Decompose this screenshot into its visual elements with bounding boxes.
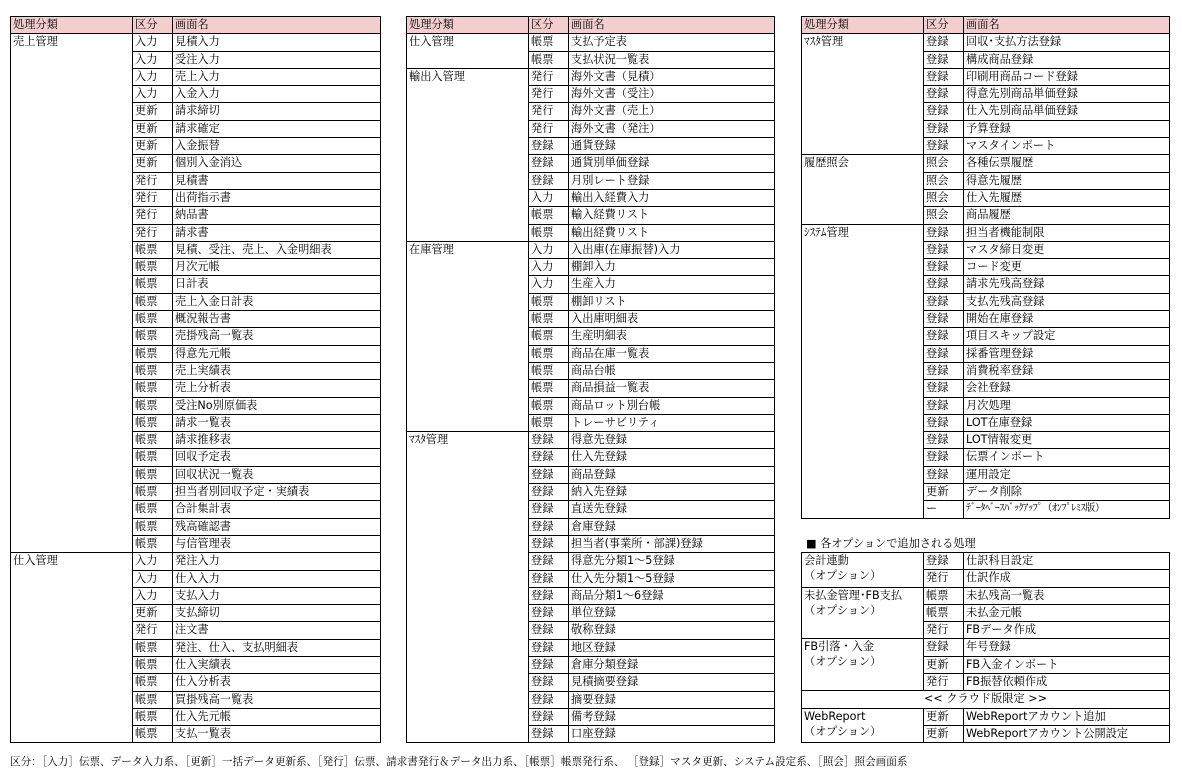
kind-cell: 登録	[924, 86, 964, 103]
screen-cell: 見積摘要登録	[569, 674, 775, 691]
screen-cell: 買掛残高一覧表	[173, 691, 381, 708]
function-table-1	[10, 16, 381, 743]
kind-cell: 入力	[133, 34, 173, 51]
kind-cell: 登録	[924, 449, 964, 466]
category-cell: 輸出入管理	[407, 68, 529, 241]
kind-cell: ー	[924, 501, 964, 518]
kind-cell: 帳票	[529, 293, 569, 310]
category-line: （オプション）	[804, 569, 882, 582]
table-row	[802, 34, 1170, 51]
screen-cell: 売上分析表	[173, 380, 381, 397]
screen-cell: ﾃﾞｰﾀﾍﾞｰｽﾊﾞｯｸｱｯﾌﾟ（ｵﾝﾌﾟﾚﾐｽ版）	[964, 501, 1170, 518]
screen-cell: 請求書	[173, 224, 381, 241]
kind-cell: 発行	[924, 674, 964, 691]
screen-cell: 運用設定	[964, 466, 1170, 483]
screen-cell: 商品分類1～6登録	[569, 587, 775, 604]
kind-cell: 登録	[924, 120, 964, 137]
kind-cell: 発行	[924, 622, 964, 639]
screen-cell: 与信管理表	[173, 535, 381, 552]
kind-cell: 更新	[924, 656, 964, 673]
screen-cell: LOT情報変更	[964, 432, 1170, 449]
screen-cell: 出荷指示書	[173, 189, 381, 206]
screen-cell: 月次処理	[964, 397, 1170, 414]
kind-cell: 発行	[133, 189, 173, 206]
kind-cell: 登録	[924, 345, 964, 362]
screen-cell: 海外文書（受注）	[569, 86, 775, 103]
kind-cell: 更新	[133, 103, 173, 120]
screen-cell: 輸入経費リスト	[569, 207, 775, 224]
table-row	[802, 553, 1170, 570]
kind-cell: 帳票	[529, 311, 569, 328]
screen-cell: 構成商品登録	[964, 51, 1170, 68]
kind-cell: 登録	[529, 708, 569, 725]
screen-cell: 仕入先履歴	[964, 189, 1170, 206]
kind-cell: 発行	[133, 622, 173, 639]
kind-cell: 登録	[924, 34, 964, 51]
screen-cell: 年号登録	[964, 639, 1170, 656]
kind-cell: 更新	[924, 725, 964, 742]
kind-cell: 登録	[529, 501, 569, 518]
table-row	[802, 587, 1170, 604]
screen-cell: 見積入力	[173, 34, 381, 51]
screen-cell: 予算登録	[964, 120, 1170, 137]
kind-cell: 帳票	[529, 328, 569, 345]
kind-cell: 帳票	[133, 293, 173, 310]
screen-cell: 未払残高一覧表	[964, 587, 1170, 604]
table-row	[802, 224, 1170, 241]
screen-cell: 採番管理登録	[964, 345, 1170, 362]
kind-cell: 帳票	[529, 362, 569, 379]
screen-cell: 支払入力	[173, 587, 381, 604]
screen-cell: 仕入先元帳	[173, 708, 381, 725]
category-cell	[802, 553, 924, 588]
kind-cell: 登録	[529, 674, 569, 691]
screen-cell: 支払締切	[173, 605, 381, 622]
screen-cell: 回収予定表	[173, 449, 381, 466]
kind-cell: 帳票	[529, 207, 569, 224]
kind-cell: 更新	[924, 708, 964, 725]
kind-cell: 帳票	[133, 501, 173, 518]
screen-cell: 輸出経費リスト	[569, 224, 775, 241]
screen-cell: 支払状況一覧表	[569, 51, 775, 68]
screen-cell: FBデータ作成	[964, 622, 1170, 639]
screen-cell: 摘要登録	[569, 691, 775, 708]
kind-cell: 帳票	[133, 345, 173, 362]
kind-cell: 更新	[133, 605, 173, 622]
kind-cell: 入力	[133, 68, 173, 85]
header-kind: 区分	[529, 17, 569, 34]
screen-cell: 生産入力	[569, 276, 775, 293]
screen-cell: 受注No別原価表	[173, 397, 381, 414]
screen-cell: データ削除	[964, 484, 1170, 501]
category-cell: 仕入管理	[11, 553, 133, 743]
screen-cell: 支払先残高登録	[964, 293, 1170, 310]
kind-cell: 帳票	[133, 535, 173, 552]
screen-cell: 入金振替	[173, 138, 381, 155]
kind-cell: 帳票	[529, 414, 569, 431]
kind-cell: 登録	[529, 587, 569, 604]
header-row	[802, 17, 1170, 34]
screen-cell: 入出庫(在庫振替)入力	[569, 241, 775, 258]
kind-cell: 帳票	[133, 241, 173, 258]
category-cell: 売上管理	[11, 34, 133, 553]
table-row	[11, 34, 381, 51]
screen-cell: 伝票インポート	[964, 449, 1170, 466]
screen-cell: 各種伝票履歴	[964, 155, 1170, 172]
screen-cell: 商品ロット別台帳	[569, 397, 775, 414]
kind-cell: 発行	[529, 120, 569, 137]
header-screen: 画面名	[569, 17, 775, 34]
kind-cell: 帳票	[133, 639, 173, 656]
screen-cell: 納品書	[173, 207, 381, 224]
kind-cell: 帳票	[924, 604, 964, 621]
kind-cell: 登録	[924, 432, 964, 449]
screen-cell: 海外文書（発注）	[569, 120, 775, 137]
screen-cell: 海外文書（見積）	[569, 68, 775, 85]
screen-cell: 敬称登録	[569, 622, 775, 639]
kind-cell: 登録	[529, 155, 569, 172]
screen-cell: 仕入先別商品単価登録	[964, 103, 1170, 120]
category-cell	[802, 587, 924, 639]
screen-cell: LOT在庫登録	[964, 414, 1170, 431]
screen-cell: 支払予定表	[569, 34, 775, 51]
category-cell: 仕入管理	[407, 34, 529, 69]
category-line: 会計連動	[804, 554, 849, 567]
screen-cell: 単位登録	[569, 605, 775, 622]
screen-cell: 入出庫明細表	[569, 311, 775, 328]
kind-cell: 登録	[529, 691, 569, 708]
screen-cell: 請求締切	[173, 103, 381, 120]
table-row	[407, 68, 775, 85]
screen-cell: WebReportアカウント追加	[964, 708, 1170, 725]
kind-cell: 照会	[924, 172, 964, 189]
kind-cell: 帳票	[133, 518, 173, 535]
screen-cell: 請求先残高登録	[964, 276, 1170, 293]
header-kind: 区分	[924, 17, 964, 34]
kind-cell: 照会	[924, 207, 964, 224]
kind-cell: 登録	[924, 553, 964, 570]
kind-cell: 登録	[529, 518, 569, 535]
category-cell: ｼｽﾃﾑ管理	[802, 224, 924, 518]
kind-cell: 更新	[133, 138, 173, 155]
screen-cell: 請求確定	[173, 120, 381, 137]
screen-cell: 商品在庫一覧表	[569, 345, 775, 362]
kind-cell: 帳票	[529, 345, 569, 362]
kind-cell: 登録	[924, 466, 964, 483]
kind-cell: 帳票	[924, 587, 964, 604]
kind-cell: 発行	[529, 86, 569, 103]
screen-cell: 商品損益一覧表	[569, 380, 775, 397]
kind-cell: 帳票	[529, 397, 569, 414]
category-cell: 在庫管理	[407, 241, 529, 431]
kind-cell: 帳票	[529, 380, 569, 397]
kind-cell: 帳票	[529, 34, 569, 51]
screen-cell: 売上実績表	[173, 362, 381, 379]
kind-cell: 登録	[924, 293, 964, 310]
screen-cell: 開始在庫登録	[964, 311, 1170, 328]
screen-cell: 仕入分析表	[173, 674, 381, 691]
screen-cell: 請求推移表	[173, 432, 381, 449]
header-screen: 画面名	[964, 17, 1170, 34]
screen-cell: 受注入力	[173, 51, 381, 68]
table-row	[11, 553, 381, 570]
screen-cell: 月次元帳	[173, 259, 381, 276]
screen-cell: 得意先分類1～5登録	[569, 553, 775, 570]
screen-cell: 納入先登録	[569, 484, 775, 501]
kind-cell: 帳票	[133, 484, 173, 501]
screen-cell: WebReportアカウント公開設定	[964, 725, 1170, 742]
kind-cell: 帳票	[133, 449, 173, 466]
screen-cell: 売掛残高一覧表	[173, 328, 381, 345]
screen-cell: 発注入力	[173, 553, 381, 570]
screen-cell: 項目スキップ設定	[964, 328, 1170, 345]
table-row	[407, 432, 775, 449]
category-line: （オプション）	[804, 655, 882, 669]
table-row	[802, 155, 1170, 172]
kind-cell: 入力	[529, 189, 569, 206]
screen-cell: コード変更	[964, 259, 1170, 276]
screen-cell: 通貨登録	[569, 138, 775, 155]
kind-cell: 発行	[133, 224, 173, 241]
options-table	[801, 552, 1170, 743]
screen-cell: 請求一覧表	[173, 414, 381, 431]
kind-cell: 帳票	[133, 466, 173, 483]
kind-cell: 帳票	[133, 328, 173, 345]
kind-cell: 発行	[529, 68, 569, 85]
kind-cell: 登録	[924, 414, 964, 431]
kind-cell: 照会	[924, 189, 964, 206]
header-category: 処理分類	[407, 17, 529, 34]
header-category: 処理分類	[802, 17, 924, 34]
kind-cell: 登録	[924, 224, 964, 241]
screen-cell: 回収状況一覧表	[173, 466, 381, 483]
screen-cell: 棚卸入力	[569, 259, 775, 276]
kind-cell: 登録	[529, 553, 569, 570]
table-row	[802, 708, 1170, 725]
screen-cell: 倉庫登録	[569, 518, 775, 535]
header-category: 処理分類	[11, 17, 133, 34]
header-screen: 画面名	[173, 17, 381, 34]
header-row	[407, 17, 775, 34]
kind-cell: 入力	[133, 570, 173, 587]
screen-cell: 得意先元帳	[173, 345, 381, 362]
screen-cell: マスタインポート	[964, 138, 1170, 155]
screen-cell: 仕訳科目設定	[964, 553, 1170, 570]
screen-cell: 輸出入経費入力	[569, 189, 775, 206]
screen-cell: 印刷用商品コード登録	[964, 68, 1170, 85]
screen-cell: 得意先登録	[569, 432, 775, 449]
kind-cell: 帳票	[133, 726, 173, 743]
screen-cell: FB振替依頼作成	[964, 674, 1170, 691]
kind-cell: 更新	[133, 120, 173, 137]
kind-cell: 登録	[924, 138, 964, 155]
category-line: （オプション）	[804, 724, 882, 738]
header-row	[11, 17, 381, 34]
kind-cell: 帳票	[133, 708, 173, 725]
kind-cell: 帳票	[133, 674, 173, 691]
screen-cell: 未払金元帳	[964, 604, 1170, 621]
screen-cell: 商品登録	[569, 466, 775, 483]
screen-cell: 仕訳作成	[964, 570, 1170, 587]
screen-cell: 注文書	[173, 622, 381, 639]
screen-cell: 担当者別回収予定・実績表	[173, 484, 381, 501]
kind-cell: 帳票	[133, 259, 173, 276]
screen-cell: 口座登録	[569, 726, 775, 743]
screen-cell: FB入金インポート	[964, 656, 1170, 673]
kind-cell: 入力	[133, 553, 173, 570]
screen-cell: 棚卸リスト	[569, 293, 775, 310]
table-row	[802, 639, 1170, 656]
kind-cell: 登録	[924, 380, 964, 397]
kind-cell: 帳票	[133, 691, 173, 708]
screen-cell: 日計表	[173, 276, 381, 293]
screen-cell: 倉庫分類登録	[569, 656, 775, 673]
kind-cell: 帳票	[133, 432, 173, 449]
kind-cell: 登録	[529, 639, 569, 656]
kind-cell: 登録	[529, 449, 569, 466]
kind-cell: 帳票	[133, 311, 173, 328]
kind-cell: 登録	[924, 362, 964, 379]
screen-cell: 概況報告書	[173, 311, 381, 328]
kind-cell: 登録	[924, 68, 964, 85]
kind-cell: 登録	[529, 535, 569, 552]
screen-cell: 仕入入力	[173, 570, 381, 587]
kind-cell: 帳票	[133, 414, 173, 431]
screen-cell: 会社登録	[964, 380, 1170, 397]
kind-cell: 登録	[529, 466, 569, 483]
screen-cell: 発注、仕入、支払明細表	[173, 639, 381, 656]
screen-cell: 商品履歴	[964, 207, 1170, 224]
screen-cell: 担当者(事業所・部課)登録	[569, 535, 775, 552]
kind-cell: 帳票	[133, 656, 173, 673]
kind-cell: 登録	[924, 639, 964, 656]
screen-cell: 海外文書（売上）	[569, 103, 775, 120]
category-cell: 履歴照会	[802, 155, 924, 224]
kind-cell: 登録	[924, 397, 964, 414]
kind-cell: 帳票	[133, 362, 173, 379]
function-table-3	[801, 16, 1170, 519]
screen-cell: 地区登録	[569, 639, 775, 656]
category-line: WebReport	[804, 709, 866, 723]
screen-cell: 個別入金消込	[173, 155, 381, 172]
kind-cell: 更新	[133, 155, 173, 172]
kind-cell: 登録	[924, 241, 964, 258]
cloud-note: << クラウド版限定 >>	[802, 691, 1170, 708]
category-line: FB引落・入金	[804, 640, 875, 654]
category-cell: ﾏｽﾀ管理	[802, 34, 924, 155]
screen-cell: 担当者機能制限	[964, 224, 1170, 241]
screen-cell: 直送先登録	[569, 501, 775, 518]
screen-cell: 売上入金日計表	[173, 293, 381, 310]
kind-cell: 帳票	[133, 380, 173, 397]
screen-cell: 回収･支払方法登録	[964, 34, 1170, 51]
kind-cell: 登録	[529, 656, 569, 673]
function-table-2	[406, 16, 775, 743]
kind-cell: 照会	[924, 155, 964, 172]
kind-cell: 発行	[133, 207, 173, 224]
screen-cell: 売上入力	[173, 68, 381, 85]
kind-cell: 入力	[529, 259, 569, 276]
screen-cell: 入金入力	[173, 86, 381, 103]
table-row	[407, 34, 775, 51]
kind-cell: 登録	[529, 432, 569, 449]
screen-cell: 商品台帳	[569, 362, 775, 379]
kind-cell: 更新	[924, 484, 964, 501]
category-cell	[802, 639, 924, 691]
kind-cell: 帳票	[529, 51, 569, 68]
screen-cell: 生産明細表	[569, 328, 775, 345]
kind-cell: 帳票	[529, 224, 569, 241]
category-line: （オプション）	[804, 603, 882, 617]
kind-cell: 登録	[924, 259, 964, 276]
kind-cell: 入力	[133, 587, 173, 604]
kind-cell: 入力	[529, 241, 569, 258]
kind-cell: 登録	[529, 570, 569, 587]
kind-cell: 登録	[529, 726, 569, 743]
header-kind: 区分	[133, 17, 173, 34]
screen-cell: 消費税率登録	[964, 362, 1170, 379]
screen-cell: 得意先履歴	[964, 172, 1170, 189]
screen-cell: 仕入実績表	[173, 656, 381, 673]
kind-cell: 帳票	[133, 276, 173, 293]
screen-cell: トレーサビリティ	[569, 414, 775, 431]
screen-cell: 合計集計表	[173, 501, 381, 518]
screen-cell: マスタ締日変更	[964, 241, 1170, 258]
kind-cell: 登録	[529, 605, 569, 622]
kind-cell: 帳票	[133, 397, 173, 414]
kind-cell: 登録	[924, 276, 964, 293]
kind-cell: 登録	[529, 622, 569, 639]
legend-note: 区分：［入力］伝票、データ入力系、［更新］一括データ更新系、［発行］伝票、請求書発行＆データ出力系、［帳票］帳票発行系、 ［登録］マスタ更新、システム設定系、［照会］照会画面系	[10, 756, 908, 768]
table-row	[407, 241, 775, 258]
kind-cell: 発行	[133, 172, 173, 189]
screen-cell: 見積書	[173, 172, 381, 189]
kind-cell: 登録	[924, 51, 964, 68]
category-cell: ﾏｽﾀ管理	[407, 432, 529, 743]
kind-cell: 発行	[924, 570, 964, 587]
screen-cell: 備考登録	[569, 708, 775, 725]
kind-cell: 発行	[529, 103, 569, 120]
screen-cell: 残高確認書	[173, 518, 381, 535]
kind-cell: 登録	[529, 138, 569, 155]
kind-cell: 入力	[529, 276, 569, 293]
kind-cell: 入力	[133, 86, 173, 103]
kind-cell: 登録	[529, 172, 569, 189]
screen-cell: 通貨別単価登録	[569, 155, 775, 172]
screen-cell: 仕入先登録	[569, 449, 775, 466]
category-cell	[802, 708, 924, 743]
kind-cell: 登録	[924, 103, 964, 120]
kind-cell: 入力	[133, 51, 173, 68]
kind-cell: 登録	[924, 311, 964, 328]
screen-cell: 月別レート登録	[569, 172, 775, 189]
screen-cell: 見積、受注、売上、入金明細表	[173, 241, 381, 258]
screen-cell: 仕入先分類1～5登録	[569, 570, 775, 587]
cloud-note-row	[802, 691, 1170, 708]
screen-cell: 支払一覧表	[173, 726, 381, 743]
kind-cell: 登録	[924, 328, 964, 345]
kind-cell: 登録	[529, 484, 569, 501]
screen-cell: 得意先別商品単価登録	[964, 86, 1170, 103]
options-heading: ■ 各オプションで追加される処理	[806, 537, 976, 550]
category-line: 未払金管理･FB支払	[804, 588, 903, 602]
